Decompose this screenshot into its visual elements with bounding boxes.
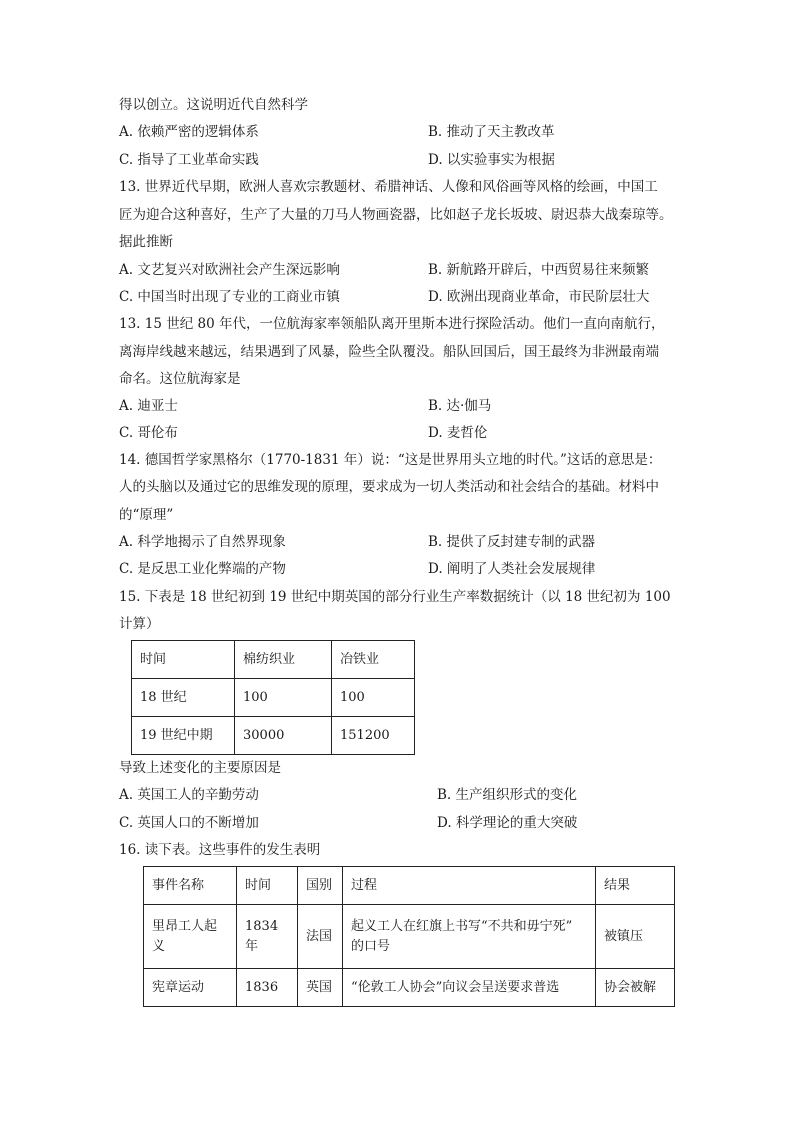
- q13a-stem-line-3: 据此推断: [119, 234, 173, 250]
- q15-stem-line-1: 15. 下表是 18 世纪初到 19 世纪中期英国的部分行业生产率数据统计（以 18 世纪初为 100: [119, 589, 671, 605]
- q13a-option-c: C. 中国当时出现了专业的工商业市镇: [119, 289, 340, 305]
- q14-option-c: C. 是反思工业化弊端的产物: [119, 561, 286, 577]
- table-cell: 151200: [332, 717, 415, 755]
- table-cell: 19 世纪中期: [132, 717, 235, 755]
- cell-line: 起义工人在红旗上书写“不共和毋宁死”: [351, 918, 573, 934]
- table-row: [132, 717, 415, 755]
- q12-option-c: C. 指导了工业革命实践: [119, 152, 259, 168]
- q15-option-a: A. 英国工人的辛勤劳动: [119, 787, 259, 803]
- table-cell: 100: [332, 679, 415, 717]
- q13a-stem-line-2: 匠为迎合这种喜好，生产了大量的刀马人物画瓷器，比如赵子龙长坂坡、尉迟恭大战秦琼等。: [119, 207, 673, 223]
- table-cell: 宪章运动: [144, 969, 237, 1007]
- cell-line: 年: [245, 938, 259, 954]
- table-header-cell: 过程: [343, 867, 596, 905]
- q12-option-b: B. 推动了天主教改革: [428, 124, 555, 140]
- table-cell: [237, 905, 298, 969]
- q13a-stem-line-1: 13. 世界近代早期，欧洲人喜欢宗教题材、希腊神话、人像和风俗画等风格的绘画，中国工: [119, 179, 658, 195]
- table-cell: [343, 905, 596, 969]
- q13a-option-d: D. 欧洲出现商业革命，市民阶层壮大: [428, 289, 650, 305]
- table-row: [144, 969, 675, 1007]
- cell-line: 里昂工人起: [152, 918, 218, 934]
- table-cell: [144, 905, 237, 969]
- cell-line: 的口号: [351, 938, 391, 954]
- q14-option-a: A. 科学地揭示了自然界现象: [119, 534, 286, 550]
- q12-stem-tail: 得以创立。这说明近代自然科学: [119, 97, 308, 113]
- q12-option-d: D. 以实验事实为根据: [428, 152, 555, 168]
- q13b-stem-line-2: 离海岸线越来越远，结果遇到了风暴，险些全队覆没。船队回国后，国王最终为非洲最南端: [119, 344, 659, 360]
- q13b-option-a: A. 迪亚士: [119, 398, 178, 414]
- table-cell: 18 世纪: [132, 679, 235, 717]
- table-header-cell: 结果: [596, 867, 675, 905]
- q14-stem-line-2: 人的头脑以及通过它的思维发现的原理，要求成为一切人类活动和社会结合的基础。材料中: [119, 479, 659, 495]
- q13a-option-a: A. 文艺复兴对欧洲社会产生深远影响: [119, 262, 340, 278]
- table-row: [132, 679, 415, 717]
- table-cell: 英国: [298, 969, 343, 1007]
- table-cell: 法国: [298, 905, 343, 969]
- q13b-stem-line-3: 命名。这位航海家是: [119, 371, 241, 387]
- q13b-stem-line-1: 13. 15 世纪 80 年代，一位航海家率领船队离开里斯本进行探险活动。他们一直向南航行，: [119, 316, 665, 332]
- table-header-cell: 时间: [237, 867, 298, 905]
- table-cell: 100: [235, 679, 332, 717]
- table-header-cell: 国别: [298, 867, 343, 905]
- q15-option-b: B. 生产组织形式的变化: [437, 787, 578, 803]
- q14-option-b: B. 提供了反封建专制的武器: [428, 534, 596, 550]
- table-header-row: [144, 867, 675, 905]
- table-header-cell: 冶铁业: [332, 641, 415, 679]
- table-cell: 被镇压: [596, 905, 675, 969]
- q16-events-table: [143, 866, 675, 1007]
- q15-stem-line-2: 计算）: [119, 616, 160, 632]
- table-cell: “伦敦工人协会”向议会呈送要求普选: [343, 969, 596, 1007]
- table-header-cell: 事件名称: [144, 867, 237, 905]
- q13b-option-b: B. 达·伽马: [428, 398, 492, 414]
- q15-stem-after-table: 导致上述变化的主要原因是: [119, 760, 281, 776]
- table-cell: 协会被解: [596, 969, 675, 1007]
- q13a-option-b: B. 新航路开辟后，中西贸易往来频繁: [428, 262, 650, 278]
- cell-line: 义: [152, 938, 166, 954]
- q15-productivity-table: [131, 640, 415, 755]
- q13b-option-d: D. 麦哲伦: [428, 425, 488, 441]
- table-cell: 1836: [237, 969, 298, 1007]
- q14-option-d: D. 阐明了人类社会发展规律: [428, 561, 596, 577]
- q12-option-a: A. 依赖严密的逻辑体系: [119, 124, 259, 140]
- q16-stem: 16. 读下表。这些事件的发生表明: [119, 842, 321, 858]
- q14-stem-line-1: 14. 德国哲学家黑格尔（1770-1831 年）说：“这是世界用头立地的时代。”这话的意思是：: [119, 452, 662, 468]
- table-header-cell: 棉纺织业: [235, 641, 332, 679]
- table-cell: 30000: [235, 717, 332, 755]
- table-header-cell: 时间: [132, 641, 235, 679]
- q15-option-c: C. 英国人口的不断增加: [119, 815, 259, 831]
- q15-option-d: D. 科学理论的重大突破: [437, 815, 578, 831]
- q14-stem-line-3: 的“原理”: [119, 507, 174, 523]
- q13b-option-c: C. 哥伦布: [119, 425, 178, 441]
- table-row: [144, 905, 675, 969]
- table-header-row: [132, 641, 415, 679]
- cell-line: 1834: [245, 918, 279, 934]
